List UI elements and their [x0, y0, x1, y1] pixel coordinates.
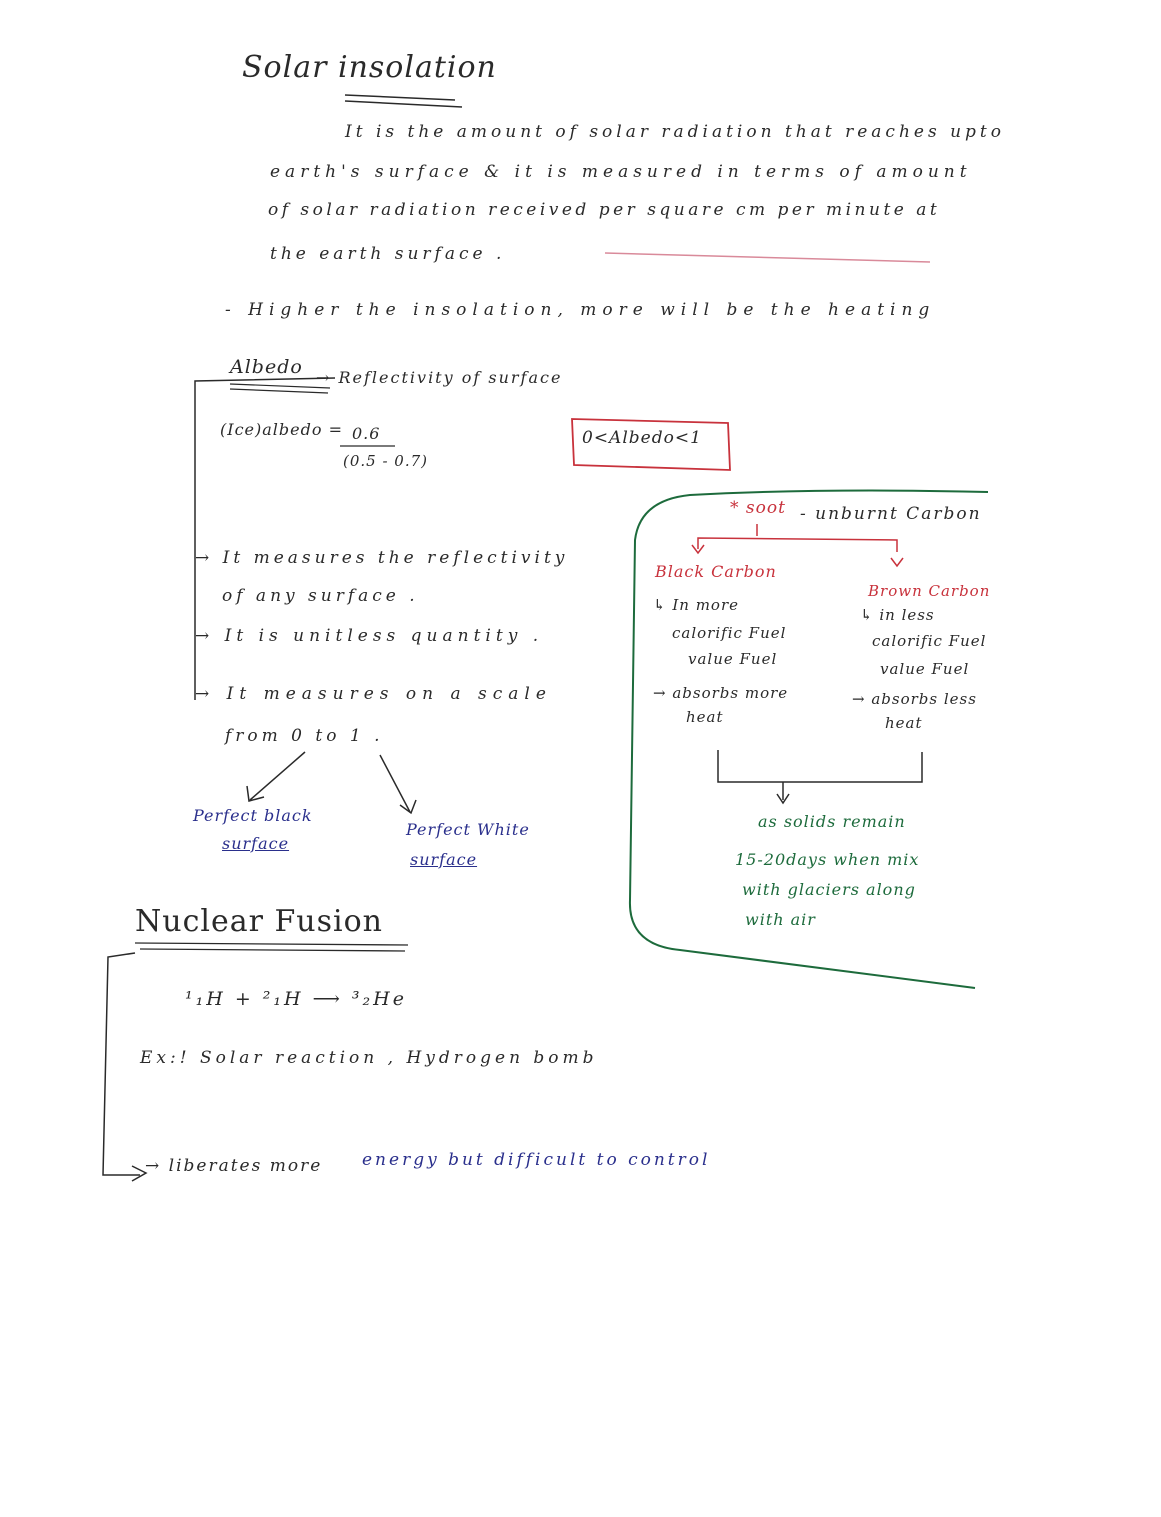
soot-title: * soot: [730, 498, 786, 518]
albedo-point-3: → It measures on a scale: [195, 684, 552, 704]
brown-carbon-line-5: heat: [885, 714, 923, 732]
albedo-point-2: → It is unitless quantity .: [195, 626, 544, 646]
fusion-note-suffix: energy but difficult to control: [362, 1150, 711, 1170]
ice-albedo-range: (0.5 - 0.7): [343, 452, 429, 470]
soot-conclusion-4: with air: [745, 910, 816, 929]
definition-line-1: It is the amount of solar radiation that reaches upto: [345, 122, 1005, 142]
brown-carbon-line-3: value Fuel: [880, 660, 970, 678]
black-carbon-line-3: value Fuel: [688, 650, 778, 668]
black-carbon-line-1: ↳ In more: [653, 596, 739, 614]
ice-albedo-label: (Ice)albedo =: [220, 420, 343, 439]
brown-carbon-line-1: ↳ in less: [860, 606, 935, 624]
definition-line-3: of solar radiation received per square cm per minute at: [268, 200, 941, 220]
nuclear-fusion-title: Nuclear Fusion: [135, 904, 383, 939]
black-carbon-line-4: → absorbs more: [653, 684, 789, 702]
albedo-range-box: 0<Albedo<1: [582, 428, 702, 448]
ice-albedo-value: 0.6: [352, 424, 381, 443]
albedo-heading: Albedo: [230, 356, 303, 378]
brown-carbon-line-4: → absorbs less: [852, 690, 977, 708]
soot-conclusion-1: as solids remain: [758, 812, 906, 831]
perfect-white-label: Perfect White: [406, 820, 530, 839]
albedo-point-1: → It measures the reflectivity: [195, 548, 569, 568]
albedo-heading-suffix: → Reflectivity of surface: [316, 368, 563, 387]
fusion-equation: ¹₁H + ²₁H ⟶ ³₂He: [185, 988, 407, 1010]
perfect-black-surface: surface: [222, 834, 290, 853]
definition-line-4: the earth surface .: [270, 244, 506, 264]
soot-title-suffix: - unburnt Carbon: [800, 504, 982, 524]
black-carbon-title: Black Carbon: [655, 562, 777, 581]
perfect-black-label: Perfect black: [193, 806, 313, 825]
soot-conclusion-3: with glaciers along: [742, 880, 916, 899]
soot-conclusion-2: 15-20days when mix: [735, 850, 920, 869]
brown-carbon-line-2: calorific Fuel: [872, 632, 987, 650]
definition-line-2: earth's surface & it is measured in terms of amount: [270, 162, 972, 182]
perfect-white-surface: surface: [410, 850, 478, 869]
fusion-note-prefix: → liberates more: [145, 1156, 323, 1176]
fusion-example: Ex:! Solar reaction , Hydrogen bomb: [140, 1048, 598, 1068]
black-carbon-line-5: heat: [686, 708, 724, 726]
insolation-note: - Higher the insolation, more will be the heating: [225, 300, 936, 320]
brown-carbon-title: Brown Carbon: [868, 582, 991, 600]
albedo-point-1b: of any surface .: [222, 586, 419, 606]
black-carbon-line-2: calorific Fuel: [672, 624, 787, 642]
albedo-point-3b: from 0 to 1 .: [225, 726, 384, 746]
solar-insolation-title: Solar insolation: [242, 50, 497, 85]
